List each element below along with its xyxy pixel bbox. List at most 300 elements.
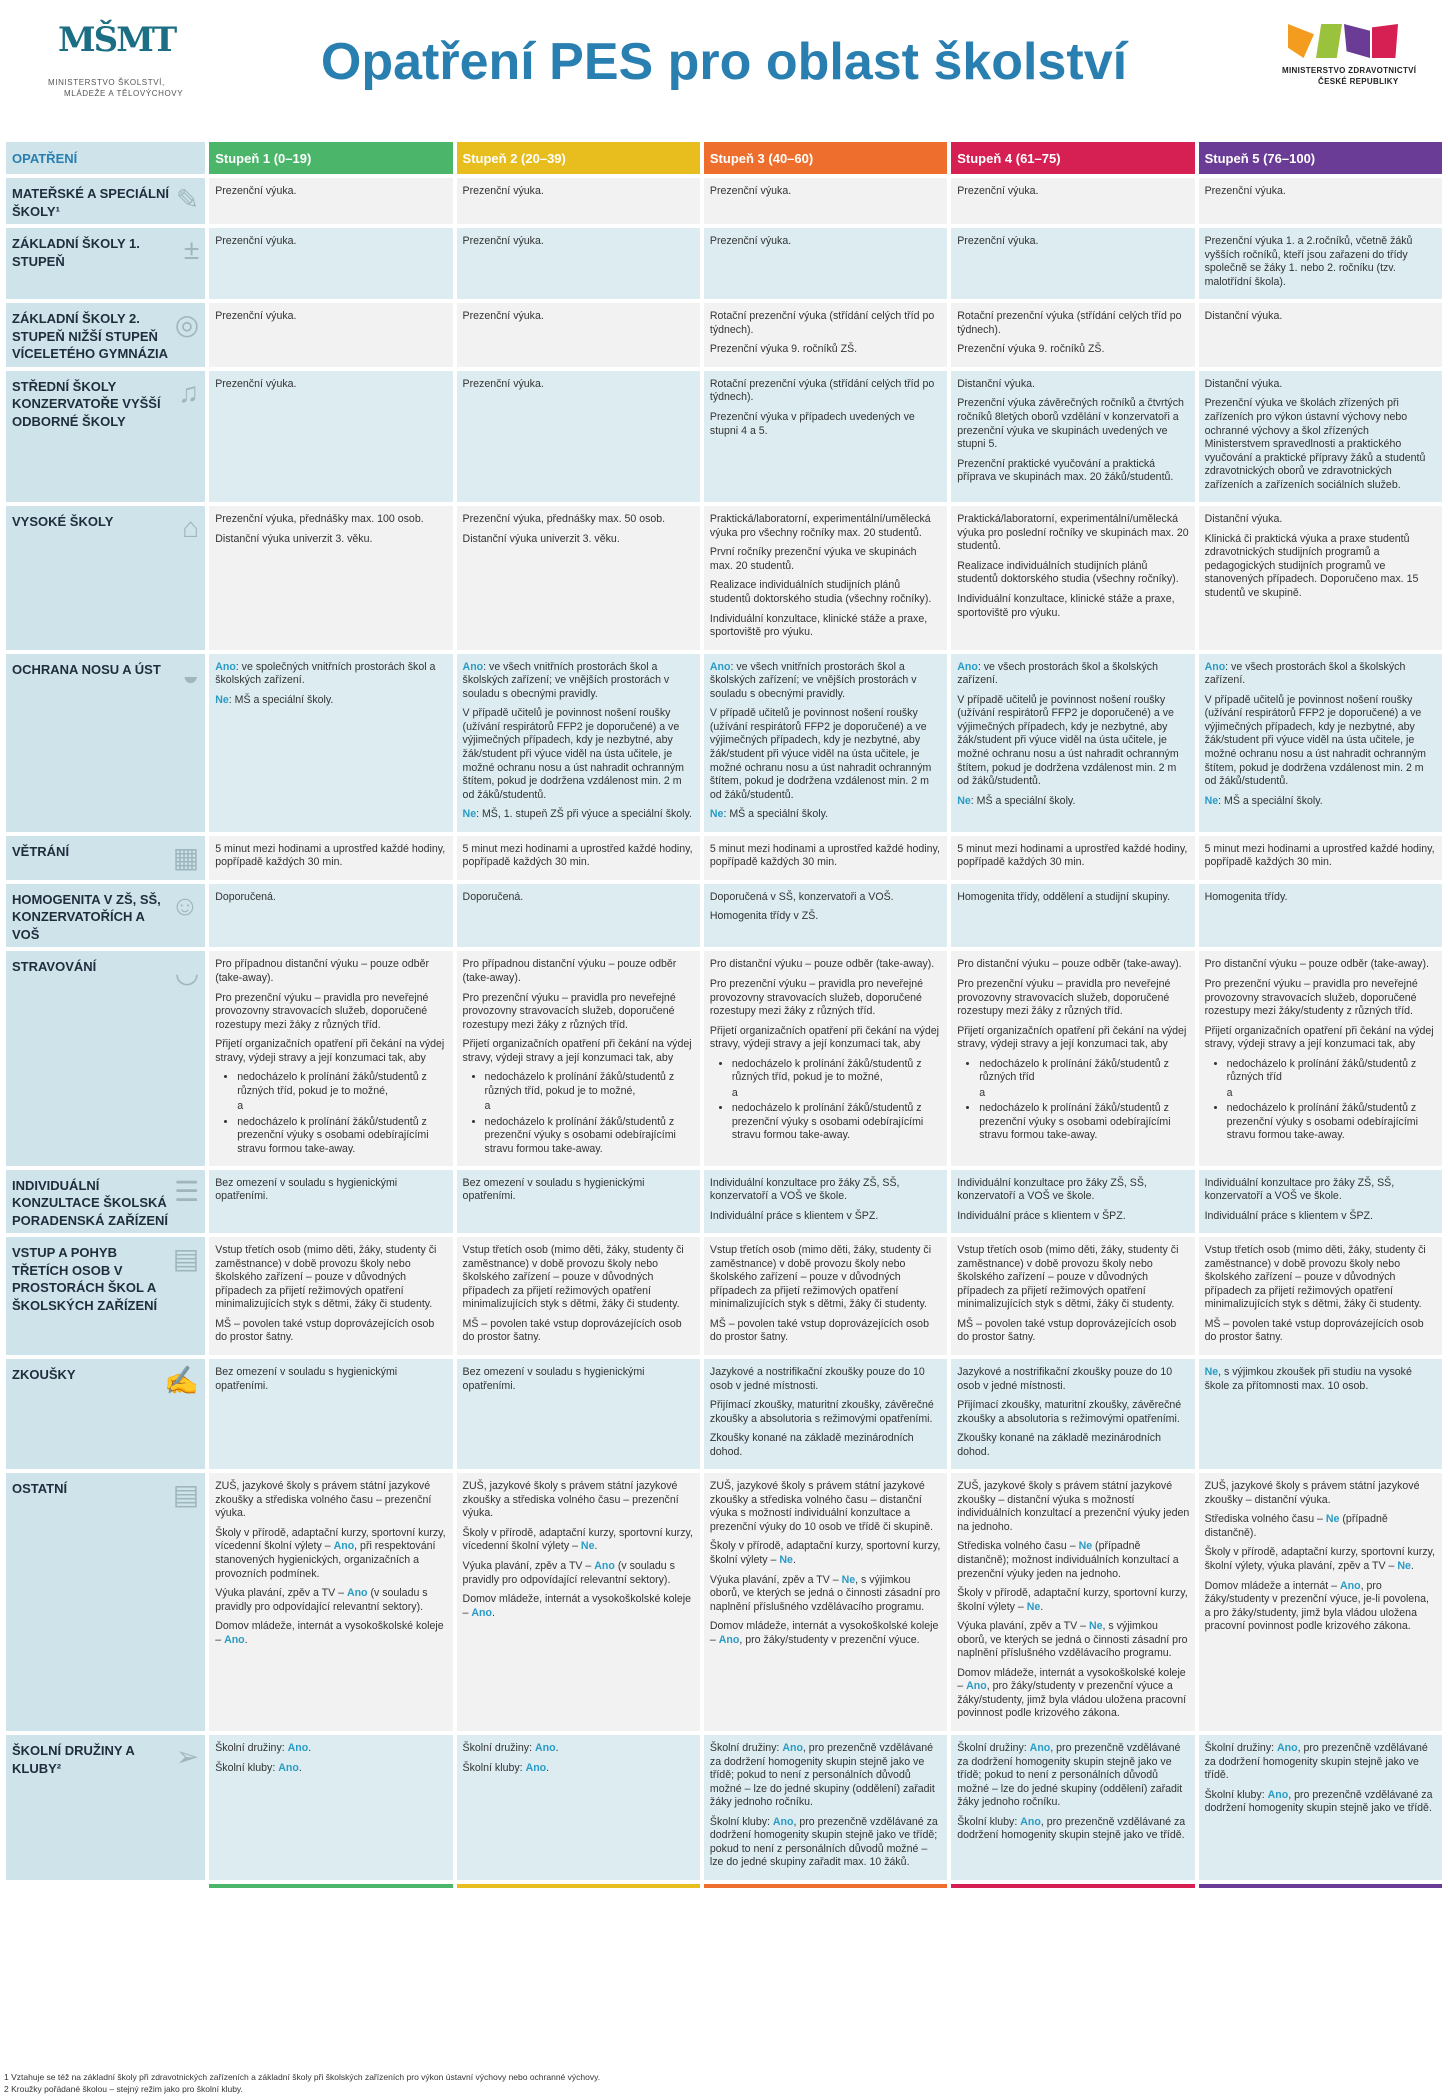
paragraph-text: : MŠ a speciální školy. <box>1218 794 1323 807</box>
cell-paragraph <box>957 1399 1189 1426</box>
paragraph-text: Pro distanční výuku – pouze odběr (take-away). <box>957 958 1182 971</box>
cell-paragraph <box>1205 843 1437 870</box>
cell-paragraph <box>463 1318 695 1345</box>
stage-3-cell <box>704 884 947 948</box>
cell-paragraph <box>957 1667 1189 1721</box>
paragraph-text: : ve všech vnitřních prostorách škol a školských zařízení; ve vnějších prostorách v souladu s obecnými pravidly. <box>709 660 917 700</box>
paragraph-text: ZUŠ, jazykové školy s právem státní jazykové zkoušky – distanční výuka s možností individuálních konzultací a prezenční výuky jeden na jednoho. <box>957 1480 1190 1533</box>
paragraph-text: Prezenční výuka. <box>957 235 1039 248</box>
cell-paragraph <box>463 1560 695 1587</box>
stage-4-cell <box>951 654 1194 832</box>
table-row <box>6 654 1442 832</box>
paragraph-text: Homogenita třídy v ZŠ. <box>709 910 819 923</box>
paragraph-text: . <box>594 1540 598 1553</box>
status-keyword: Ne <box>580 1540 595 1553</box>
column-header-stage-2: Stupeň 2 (20–39) <box>457 142 700 174</box>
stage-5-cell <box>1199 1237 1442 1355</box>
globe-icon: ◎ <box>174 309 200 341</box>
cell-paragraph <box>215 1038 447 1065</box>
paragraph-text: V případě učitelů je povinnost nošení roušky (užívání respirátorů FFP2 je doporučené) a ve výjimečných případech, kdy je nezbytné, aby žák/student při výuce viděl na ústa učitele, je možné ochranu nosu a úst nahradit ochranným štítem, pokud je dodržena vzdálenost min. 2 m od žáků/studentů. <box>957 693 1179 788</box>
stage-2-cell <box>457 371 700 502</box>
cell-paragraph <box>957 891 1189 905</box>
stage-3-bar <box>704 1884 947 1888</box>
stage-4-cell <box>951 178 1194 224</box>
stage-1-bar <box>209 1884 452 1888</box>
table-body <box>6 178 1442 1880</box>
table-row <box>6 228 1442 299</box>
paragraph-text: Realizace individuálních studijních plánů studentů doktorského studia (všechny ročníky). <box>709 579 932 606</box>
stage-5-bar <box>1199 1884 1442 1888</box>
cell-paragraph <box>710 1432 942 1459</box>
paragraph-text: Distanční výuka. <box>1204 513 1283 526</box>
status-keyword: Ano <box>1204 660 1226 673</box>
cell-paragraph <box>710 1399 942 1426</box>
mzcr-logo-shape-2 <box>1316 24 1342 58</box>
paragraph-text: Přijetí organizačních opatření při čekání na výdej stravy, výdeji stravy a její konzumaci tak, aby <box>462 1038 692 1064</box>
exam-sheet-icon: ✍ <box>164 1365 200 1396</box>
cell-paragraph <box>957 397 1189 451</box>
stage-1-cell <box>209 1473 452 1731</box>
cell-paragraph <box>215 1620 447 1647</box>
row-label: ZÁKLADNÍ ŠKOLY 1. STUPEŇ <box>12 236 140 269</box>
cell-paragraph <box>1205 513 1437 527</box>
stage-3-cell <box>704 951 947 1165</box>
paragraph-text: Školní kluby: <box>709 1815 770 1828</box>
school-building-icon: ▤ <box>172 1243 200 1275</box>
paragraph-text: Výuka plavání, zpěv a TV – <box>709 1573 839 1586</box>
paragraph-text: Jazykové a nostrifikační zkoušky pouze do 10 osob v jedné místnosti. <box>957 1366 1173 1392</box>
stage-2-cell <box>457 1170 700 1234</box>
graduation-cap-icon: ⌂ <box>182 512 200 544</box>
paragraph-text: Zkoušky konané na základě mezinárodních dohod. <box>709 1432 914 1458</box>
cell-paragraph <box>215 235 447 249</box>
row-label-cell <box>6 371 205 502</box>
paragraph-text: Prezenční výuka v případech uvedených ve stupni 4 a 5. <box>709 411 915 437</box>
paragraph-text: Distanční výuka. <box>957 377 1035 390</box>
paragraph-text: Pro případnou distanční výuku – pouze odběr (take-away). <box>215 958 429 984</box>
cell-paragraph <box>463 1742 695 1756</box>
status-keyword: Ne <box>1078 1540 1093 1553</box>
paragraph-text: Distanční výuka univerzit 3. věku. <box>462 532 620 545</box>
status-keyword: Ano <box>1029 1742 1051 1755</box>
paragraph-text: Školní kluby: <box>462 1761 523 1774</box>
paragraph-text: (v souladu s pravidly pro odpovídající relevantní sektory). <box>462 1560 675 1586</box>
stage-4-cell <box>951 371 1194 502</box>
status-keyword: Ne <box>462 808 477 821</box>
table-row <box>6 1237 1442 1355</box>
cell-paragraph <box>215 1244 447 1312</box>
cell-paragraph <box>463 533 695 547</box>
cell-paragraph <box>710 707 942 802</box>
paragraph-text: Prezenční výuka závěrečných ročníků a čtvrtých ročníků 8letých oborů vzdělání v konzervatoři a prezenční výuka ve skupinách uvedených ve stupni 5. <box>957 397 1184 451</box>
paragraph-text: Prezenční výuka. <box>957 185 1039 197</box>
paragraph-text: Individuální práce s klientem v ŠPZ. <box>709 1209 879 1222</box>
status-keyword: Ano <box>594 1560 615 1573</box>
cell-paragraph <box>1205 1742 1437 1783</box>
cell-paragraph <box>215 1742 447 1756</box>
cell-paragraph <box>215 1762 447 1776</box>
stage-3-cell <box>704 371 947 502</box>
stage-4-cell <box>951 228 1194 299</box>
cell-paragraph <box>215 992 447 1033</box>
cell-paragraph <box>957 978 1189 1019</box>
cell-paragraph <box>710 1480 942 1534</box>
cell-paragraph <box>1205 378 1437 392</box>
stage-4-cell <box>951 884 1194 948</box>
paragraph-text: Bez omezení v souladu s hygienickými opatřeními. <box>215 1176 398 1203</box>
paragraph-text: Bez omezení v souladu s hygienickými opatřeními. <box>215 1366 398 1392</box>
paragraph-text: Doporučená. <box>215 890 276 903</box>
paragraph-text: V případě učitelů je povinnost nošení roušky (užívání respirátorů FFP2 je doporučené) a ve výjimečných případech, kdy je nezbytné, aby žák/student při výuce viděl na ústa učitele, je možné ochranu nosu a úst nahradit ochranným štítem, pokud je dodržena vzdálenost min. 2 m od žáků/studentů. <box>1204 693 1427 788</box>
cell-paragraph <box>957 560 1189 587</box>
table-row <box>6 506 1442 649</box>
face-mask-icon: ◒ <box>182 659 200 691</box>
paragraph-text: Jazykové a nostrifikační zkoušky pouze do 10 osob v jedné místnosti. <box>709 1366 925 1392</box>
mzcr-logo-shape-1 <box>1288 24 1314 58</box>
paragraph-text: Individuální konzultace, klinické stáže a praxe, sportoviště pro výuku. <box>957 593 1175 619</box>
paragraph-text: Školní kluby: <box>957 1815 1018 1828</box>
status-keyword: Ano <box>525 1761 547 1774</box>
stage-1-cell <box>209 506 452 649</box>
status-keyword: Ano <box>224 1633 245 1646</box>
paragraph-text: Prezenční výuka. <box>462 185 544 197</box>
row-label: HOMOGENITA V ZŠ, SŠ, KONZERVATOŘÍCH A VOŠ <box>12 891 161 942</box>
cell-paragraph <box>957 795 1189 809</box>
status-keyword: Ano <box>534 1742 556 1755</box>
cell-paragraph <box>710 891 942 905</box>
paragraph-text: Domov mládeže, internát a vysokoškolské koleje – <box>462 1593 692 1619</box>
paragraph-text: : MŠ a speciální školy. <box>228 693 334 706</box>
footnote-1: 1 Vztahuje se též na základní školy při zdravotnických zařízeních a základní školy při školských zařízeních pro výkon ústavní výchovy nebo ochranné výchovy. <box>4 2072 601 2082</box>
cell-paragraph <box>1205 1580 1437 1634</box>
cell-paragraph <box>710 513 942 540</box>
bullet-item: • nedocházelo k prolínání žáků/studentů z prezenční výuky s osobami odebírajícími stravu formou take-away. <box>979 1102 1189 1143</box>
paper-plane-icon: ➢ <box>175 1741 200 1773</box>
paragraph-text: Doporučená v SŠ, konzervatoři a VOŠ. <box>709 890 894 903</box>
row-label-cell <box>6 1735 205 1880</box>
cell-paragraph <box>463 1527 695 1554</box>
paragraph-text: . <box>1040 1600 1044 1613</box>
stage-3-cell <box>704 1237 947 1355</box>
mzcr-logo-shape-4 <box>1372 24 1398 58</box>
bullet-list <box>710 1058 942 1143</box>
stage-4-cell <box>951 836 1194 880</box>
cell-paragraph <box>710 378 942 405</box>
table-row <box>6 1735 1442 1880</box>
cell-paragraph <box>1205 1513 1437 1540</box>
cell-paragraph <box>215 310 447 324</box>
footnote-2: 2 Kroužky pořádané školou – stejný režim jako pro školní kluby. <box>4 2083 243 2094</box>
cell-paragraph <box>1205 694 1437 789</box>
stage-3-cell <box>704 506 947 649</box>
table-row <box>6 1359 1442 1469</box>
paragraph-text: Prezenční výuka. <box>215 185 297 197</box>
cell-paragraph <box>957 958 1189 972</box>
cell-paragraph <box>710 1816 942 1870</box>
cell-paragraph <box>1205 1210 1437 1224</box>
stage-1-cell <box>209 654 452 832</box>
cell-paragraph <box>957 661 1189 688</box>
stage-5-cell <box>1199 1170 1442 1234</box>
paragraph-text: . <box>492 1606 495 1619</box>
table-row <box>6 884 1442 948</box>
paragraph-text: 5 minut mezi hodinami a uprostřed každé hodiny, popřípadě každých 30 min. <box>462 842 693 869</box>
paragraph-text: (případně distančně); možnost individuálních konzultací a prezenční výuky jeden na jednoho. <box>957 1540 1179 1580</box>
cell-paragraph <box>957 1177 1189 1204</box>
paragraph-text: Přijetí organizačních opatření při čekání na výdej stravy, výdeji stravy a její konzumaci tak, aby <box>957 1024 1187 1051</box>
paragraph-text: , pro žáky/studenty v prezenční výuce a žáky/studenty, jimž byla vládou uložena pracovní povinnost podle krizového zákona. <box>957 1680 1187 1720</box>
cell-paragraph <box>710 1540 942 1567</box>
cell-paragraph <box>957 185 1189 199</box>
paragraph-text: Školní družiny: <box>462 1742 533 1755</box>
cell-paragraph <box>215 891 447 905</box>
paragraph-text: Pro případnou distanční výuku – pouze odběr (take-away). <box>462 958 677 984</box>
table-row <box>6 178 1442 224</box>
stage-2-cell <box>457 506 700 649</box>
cell-paragraph <box>1205 795 1437 809</box>
paragraph-text: Střediska volného času – <box>957 1540 1076 1553</box>
paragraph-text: Prezenční výuka. <box>709 185 792 197</box>
cell-paragraph <box>463 513 695 527</box>
cell-paragraph <box>1205 397 1437 492</box>
bullet-item: • nedocházelo k prolínání žáků/studentů z různých tříd, pokud je to možné, <box>485 1071 695 1098</box>
cell-paragraph <box>957 378 1189 392</box>
paragraph-text: . <box>1410 1560 1414 1573</box>
bullet-item: a <box>731 1086 738 1099</box>
cell-paragraph <box>463 1038 695 1065</box>
paragraph-text: MŠ – povolen také vstup doprovázejících osob do prostor šatny. <box>1204 1317 1424 1344</box>
cell-paragraph <box>710 185 942 199</box>
paragraph-text: Školní kluby: <box>1204 1788 1265 1801</box>
cell-paragraph <box>463 808 695 822</box>
bullet-item: • nedocházelo k prolínání žáků/studentů z prezenční výuky s osobami odebírajícími stravu formou take-away. <box>485 1116 695 1157</box>
stage-3-cell <box>704 303 947 367</box>
cell-paragraph <box>710 1177 942 1204</box>
paragraph-text: V případě učitelů je povinnost nošení roušky (užívání respirátorů FFP2 je doporučené) a ve výjimečných případech, kdy je nezbytné, aby žák/student při výuce viděl na ústa učitele, je možné ochranu nosu a úst nahradit ochranným štítem, pokud je dodržena vzdálenost min. 2 m od žáků/studentů. <box>709 707 932 801</box>
mzcr-logo-line1: MINISTERSTVO ZDRAVOTNICTVÍ <box>1282 66 1417 75</box>
cell-paragraph <box>1205 185 1437 199</box>
row-label-cell <box>6 1473 205 1731</box>
cell-paragraph <box>710 958 942 972</box>
stage-4-cell <box>951 1473 1194 1731</box>
paragraph-text: Praktická/laboratorní, experimentální/umělecká výuka pro poslední ročníky ve skupinách max. 20 studentů. <box>957 513 1189 553</box>
stage-1-cell <box>209 951 452 1165</box>
cell-paragraph <box>957 1480 1189 1534</box>
paragraph-text: . <box>555 1742 559 1755</box>
stage-2-cell <box>457 228 700 299</box>
stage-5-cell <box>1199 506 1442 649</box>
paragraph-text: Školní družiny: <box>215 1742 285 1755</box>
paragraph-text: Prezenční výuka, přednášky max. 100 osob. <box>215 513 424 526</box>
cell-paragraph <box>710 1318 942 1345</box>
paragraph-text: Vstup třetích osob (mimo děti, žáky, studenty či zaměstnance) v době provozu školy nebo školského zařízení – pouze v důvodných případech za přijetí režimových opatření minimalizujících styk s dětmi, žáky či studenty. <box>1204 1244 1426 1311</box>
cell-paragraph <box>1205 235 1437 289</box>
cell-paragraph <box>710 1244 942 1312</box>
cell-paragraph <box>957 1587 1189 1614</box>
paragraph-text: Přijetí organizačních opatření při čekání na výdej stravy, výdeji stravy a její konzumaci tak, aby <box>709 1024 939 1051</box>
cell-paragraph <box>215 1480 447 1521</box>
row-label-cell <box>6 654 205 832</box>
paragraph-text: Individuální konzultace, klinické stáže a praxe, sportoviště pro výuku. <box>709 612 928 639</box>
math-symbols-icon: ± <box>183 234 200 266</box>
stage-5-cell <box>1199 836 1442 880</box>
paragraph-text: Prezenční výuka 9. ročníků ZŠ. <box>709 343 858 356</box>
row-label: VYSOKÉ ŠKOLY <box>12 514 114 530</box>
paragraph-text: Prezenční výuka, přednášky max. 50 osob. <box>462 513 666 526</box>
msmt-logo-mark: MŠMT <box>58 20 176 60</box>
paragraph-text: Pro distanční výuku – pouze odběr (take-away). <box>709 958 935 971</box>
paragraph-text: Individuální konzultace pro žáky ZŠ, SŠ, konzervatoří a VOŠ ve škole. <box>709 1176 900 1203</box>
cell-paragraph <box>1205 1177 1437 1204</box>
stage-1-cell <box>209 1170 452 1234</box>
stage-4-cell <box>951 1237 1194 1355</box>
cell-paragraph <box>710 1742 942 1810</box>
cell-paragraph <box>957 1742 1189 1810</box>
paragraph-text: Prezenční výuka. <box>1204 185 1286 197</box>
paragraph-text: , pro žáky/studenty v prezenční výuce. <box>739 1633 920 1646</box>
bullet-item: • nedocházelo k prolínání žáků/studentů z prezenční výuky s osobami odebírajícími stravu formou take-away. <box>732 1102 942 1143</box>
paragraph-text: Rotační prezenční výuka (střídání celých tříd po týdnech). <box>709 377 935 404</box>
cell-paragraph <box>1205 1025 1437 1052</box>
bullet-list <box>463 1071 695 1156</box>
paragraph-text: MŠ – povolen také vstup doprovázejících osob do prostor šatny. <box>215 1317 435 1344</box>
status-keyword: Ne <box>1397 1560 1411 1573</box>
paragraph-text: Vstup třetích osob (mimo děti, žáky, studenty či zaměstnance) v době provozu školy nebo školského zařízení – pouze v důvodných případech za přijetí režimových opatření minimalizujících styk s dětmi, žáky či studenty. <box>462 1244 684 1311</box>
cell-paragraph <box>710 1025 942 1052</box>
cell-paragraph <box>710 843 942 870</box>
paragraph-text: : ve společných vnitřních prostorách škol a školských zařízení. <box>215 660 436 687</box>
paragraph-text: , pro prezenčně vzdělávané za dodržení homogenity skupin stejně jako ve třídě. <box>1204 1742 1428 1782</box>
table-row <box>6 1473 1442 1731</box>
paragraph-text: Školy v přírodě, adaptační kurzy, sportovní kurzy, vícedenní školní výlety – <box>462 1526 693 1553</box>
cell-paragraph <box>215 378 447 392</box>
paragraph-text: , s výjimkou zkoušek při studiu na vysoké škole za přítomnosti max. 10 osob. <box>1204 1366 1412 1392</box>
paragraph-text: Školní kluby: <box>215 1761 276 1774</box>
cell-paragraph <box>957 1540 1189 1581</box>
cell-paragraph <box>215 958 447 985</box>
header <box>0 0 1448 130</box>
paragraph-text: Individuální konzultace pro žáky ZŠ, SŠ, konzervatoří a VOŠ ve škole. <box>1204 1176 1395 1203</box>
stage-5-cell <box>1199 1359 1442 1469</box>
paragraph-text: Bez omezení v souladu s hygienickými opatřeními. <box>462 1176 645 1203</box>
status-keyword: Ano <box>462 660 484 673</box>
row-label: OCHRANA NOSU A ÚST <box>12 661 161 677</box>
cell-paragraph <box>710 978 942 1019</box>
stage-1-cell <box>209 836 452 880</box>
cell-paragraph <box>463 891 695 905</box>
cell-paragraph <box>957 1025 1189 1052</box>
status-keyword: Ano <box>1267 1788 1289 1801</box>
cell-paragraph <box>215 1527 447 1581</box>
paragraph-text: Vstup třetích osob (mimo děti, žáky, studenty či zaměstnance) v době provozu školy nebo školského zařízení – pouze v důvodných případech za přijetí režimových opatření minimalizujících styk s dětmi, žáky či studenty. <box>215 1244 437 1311</box>
cell-paragraph <box>710 910 942 924</box>
column-header-stage-5: Stupeň 5 (76–100) <box>1199 142 1442 174</box>
footnotes <box>4 2072 600 2096</box>
stage-5-cell <box>1199 884 1442 948</box>
people-group-icon: ☺ <box>170 889 200 921</box>
paragraph-text: Prezenční výuka. <box>709 235 792 248</box>
paragraph-text: Střediska volného času – <box>1204 1513 1323 1526</box>
stage-4-bar <box>951 1884 1194 1888</box>
stage-4-cell <box>951 1735 1194 1880</box>
cell-paragraph <box>463 1366 695 1393</box>
paragraph-text: ZUŠ, jazykové školy s právem státní jazykové zkoušky a střediska volného času – prezenční výuka. <box>462 1480 679 1520</box>
cell-paragraph <box>1205 958 1437 972</box>
paragraph-text: V případě učitelů je povinnost nošení roušky (užívání respirátorů FFP2 je doporučené) a ve výjimečných případech, kdy je nezbytné, aby žák/student při výuce viděl na ústa učitele, je možné ochranu nosu a úst nahradit ochranným štítem, pokud je dodržena vzdálenost min. 2 m od žáků/studentů. <box>462 707 684 801</box>
cell-paragraph <box>957 843 1189 870</box>
row-label-cell <box>6 1170 205 1234</box>
paragraph-text: Pro distanční výuku – pouze odběr (take-away). <box>1204 958 1429 971</box>
paragraph-text: Rotační prezenční výuka (střídání celých tříd po týdnech). <box>709 310 935 336</box>
cell-paragraph <box>710 235 942 249</box>
paragraph-text: Doporučená. <box>462 890 524 903</box>
status-keyword: Ano <box>966 1680 987 1693</box>
row-label: ZKOUŠKY <box>12 1367 76 1382</box>
paragraph-text: První ročníky prezenční výuka ve skupinách max. 20 studentů. <box>709 546 917 572</box>
stage-4-cell <box>951 951 1194 1165</box>
paragraph-text: Pro prezenční výuku – pravidla pro neveřejné provozovny stravovacích služeb, doporučené rozestupy mezi žáky z různých tříd. <box>709 977 924 1018</box>
stage-2-cell <box>457 951 700 1165</box>
stage-color-bars <box>6 1884 1442 1888</box>
cell-paragraph <box>215 1366 447 1393</box>
msmt-logo-line2: MLÁDEŽE A TĚLOVÝCHOVY <box>64 89 184 98</box>
row-label-cell <box>6 228 205 299</box>
status-keyword: Ne <box>1204 794 1219 807</box>
paragraph-text: : MŠ a speciální školy. <box>723 808 829 821</box>
cell-paragraph <box>1205 891 1437 905</box>
paragraph-text: 5 minut mezi hodinami a uprostřed každé hodiny, popřípadě každých 30 min. <box>215 842 446 869</box>
row-label: ZÁKLADNÍ ŠKOLY 2. STUPEŇ NIŽŠÍ STUPEŇ VÍCELETÉHO GYMNÁZIA <box>12 311 169 362</box>
stage-1-cell <box>209 1735 452 1880</box>
cell-paragraph <box>463 1244 695 1312</box>
violin-icon: ♫ <box>178 376 200 408</box>
paragraph-text: Distanční výuka univerzit 3. věku. <box>215 532 373 545</box>
paragraph-text: 5 minut mezi hodinami a uprostřed každé hodiny, popřípadě každých 30 min. <box>1204 842 1435 869</box>
row-label: VĚTRÁNÍ <box>12 843 70 859</box>
cell-paragraph <box>463 707 695 802</box>
paragraph-text: Individuální práce s klientem v ŠPZ. <box>1204 1209 1373 1222</box>
paragraph-text: Distanční výuka. <box>1204 310 1283 323</box>
paragraph-text: MŠ – povolen také vstup doprovázejících osob do prostor šatny. <box>957 1317 1177 1344</box>
stage-1-cell <box>209 228 452 299</box>
stage-5-cell <box>1199 1473 1442 1731</box>
stage-4-cell <box>951 303 1194 367</box>
paragraph-text: , s výjimkou oborů, ve kterých se jedná o činnosti zásadní pro naplnění příslušného vzdělávacího programu. <box>957 1620 1188 1660</box>
row-label: STŘEDNÍ ŠKOLY KONZERVATOŘE VYŠŠÍ ODBORNÉ ŠKOLY <box>12 378 161 430</box>
cell-paragraph <box>1205 1318 1437 1345</box>
paragraph-text: Školní družiny: <box>1204 1742 1275 1755</box>
paragraph-text: Individuální práce s klientem v ŠPZ. <box>957 1209 1126 1222</box>
bullet-item: • nedocházelo k prolínání žáků/studentů z různých tříd <box>1227 1058 1437 1085</box>
row-label: OSTATNÍ <box>12 1481 68 1497</box>
cell-paragraph <box>1205 533 1437 601</box>
bullet-list <box>957 1058 1189 1143</box>
cell-paragraph <box>215 533 447 547</box>
paragraph-text: Realizace individuálních studijních plánů studentů doktorského studia (všechny ročníky). <box>957 559 1179 586</box>
paragraph-text: Vstup třetích osob (mimo děti, žáky, studenty či zaměstnance) v době provozu školy nebo školského zařízení – pouze v důvodných případech za přijetí režimových opatření minimalizujících styk s dětmi, žáky či studenty. <box>709 1244 932 1311</box>
cell-paragraph <box>710 1210 942 1224</box>
cell-paragraph <box>710 808 942 822</box>
mzcr-logo-line2: ČESKÉ REPUBLIKY <box>1318 77 1399 86</box>
bowl-icon: ◡ <box>174 957 200 989</box>
paragraph-text: Distanční výuka. <box>1204 377 1283 390</box>
status-keyword: Ne <box>1204 1366 1219 1378</box>
paragraph-text: , s výjimkou oborů, ve kterých se jedná o činnosti zásadní pro naplnění příslušného vzdělávacího programu. <box>709 1573 941 1613</box>
paragraph-text: (v souladu s pravidly pro odpovídající relevantní sektory). <box>215 1587 428 1613</box>
cell-paragraph <box>1205 1789 1437 1816</box>
msmt-logo-line1: MINISTERSTVO ŠKOLSTVÍ, <box>48 78 165 87</box>
paragraph-text: Pro prezenční výuku – pravidla pro neveřejné provozovny stravovacích služeb, doporučené rozestupy mezi žáky z různých tříd. <box>462 991 676 1031</box>
